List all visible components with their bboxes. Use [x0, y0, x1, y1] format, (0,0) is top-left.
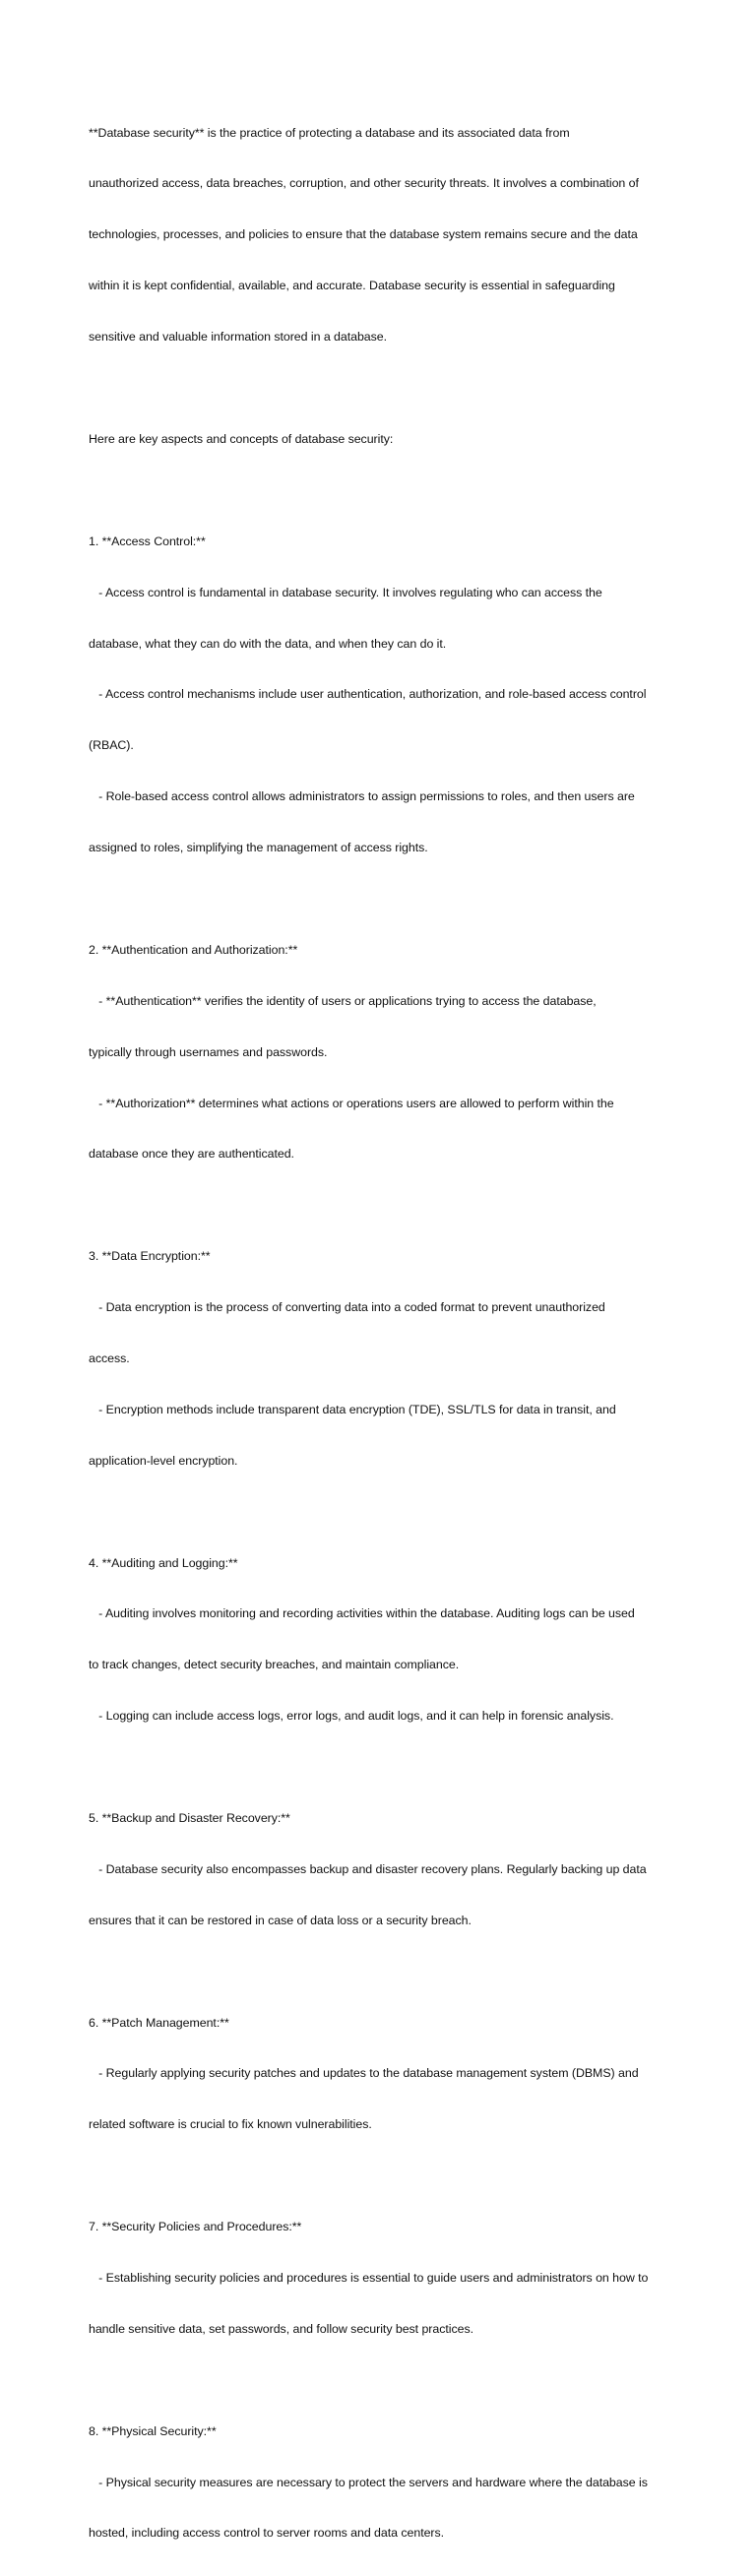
- section-line: to track changes, detect security breaches, and maintain compliance.: [89, 1658, 460, 1672]
- spacer: [89, 1759, 675, 1776]
- section-line: - Regularly applying security patches and updates to the database management system (DBMS) and: [89, 2066, 639, 2081]
- section-heading: 7. **Security Policies and Procedures:**: [89, 2220, 302, 2234]
- section-line: assigned to roles, simplifying the management of access rights.: [89, 841, 428, 855]
- section-line: application-level encryption.: [89, 1453, 238, 1468]
- section-heading: 6. **Patch Management:**: [89, 2015, 229, 2030]
- section-line: - Access control is fundamental in database security. It involves regulating who can access the: [89, 585, 602, 599]
- section-line: - Role-based access control allows administrators to assign permissions to roles, and then users are: [89, 789, 635, 804]
- section-line: - Establishing security policies and procedures is essential to guide users and administrators on how to: [89, 2271, 649, 2285]
- section-line: related software is crucial to fix known vulnerabilities.: [89, 2117, 372, 2132]
- section-line: database once they are authenticated.: [89, 1147, 294, 1162]
- section-line: hosted, including access control to server rooms and data centers.: [89, 2526, 445, 2541]
- section-line: database, what they can do with the data, and when they can do it.: [89, 636, 447, 651]
- section-heading: 2. **Authentication and Authorization:**: [89, 942, 298, 957]
- intro-line: within it is kept confidential, available, and accurate. Database security is essential in safeguarding: [89, 279, 615, 293]
- section-line: (RBAC).: [89, 738, 134, 753]
- spacer: [89, 2372, 675, 2389]
- section-heading: 5. **Backup and Disaster Recovery:**: [89, 1810, 290, 1825]
- spacer: [89, 380, 675, 397]
- intro-line: technologies, processes, and policies to ensure that the database system remains secure and the data: [89, 227, 638, 242]
- section-line: - Auditing involves monitoring and recording activities within the database. Auditing logs can be used: [89, 1606, 635, 1621]
- intro-line: **Database security** is the practice of protecting a database and its associated data from: [89, 125, 570, 140]
- spacer: [89, 1964, 675, 1980]
- section-line: - **Authentication** verifies the identity of users or applications trying to access the database,: [89, 993, 597, 1008]
- section-heading: 4. **Auditing and Logging:**: [89, 1555, 238, 1570]
- section-heading: 8. **Physical Security:**: [89, 2423, 217, 2438]
- section-line: - Data encryption is the process of converting data into a coded format to prevent unauthorized: [89, 1300, 605, 1315]
- section-line: - Encryption methods include transparent data encryption (TDE), SSL/TLS for data in transit, and: [89, 1402, 616, 1416]
- section-security-policies: [89, 2185, 675, 2372]
- section-line: ensures that it can be restored in case of data loss or a security breach.: [89, 1913, 472, 1927]
- spacer: [89, 482, 675, 499]
- section-auditing-logging: [89, 1521, 675, 1759]
- intro-paragraph: [89, 91, 675, 380]
- lead-in-line: Here are key aspects and concepts of database security:: [89, 431, 394, 446]
- section-line: - Logging can include access logs, error logs, and audit logs, and it can help in forensic analysis.: [89, 1709, 614, 1724]
- spacer: [89, 891, 675, 908]
- section-line: access.: [89, 1351, 130, 1365]
- section-line: typically through usernames and passwords.: [89, 1044, 328, 1059]
- section-physical-security: [89, 2389, 675, 2576]
- section-patch-management: [89, 1980, 675, 2168]
- section-access-control: [89, 499, 675, 891]
- section-backup-recovery: [89, 1776, 675, 1963]
- spacer: [89, 1197, 675, 1214]
- document-body: [89, 91, 675, 2576]
- section-line: - Database security also encompasses backup and disaster recovery plans. Regularly backing up data: [89, 1861, 647, 1876]
- section-line: - **Authorization** determines what actions or operations users are allowed to perform within the: [89, 1096, 614, 1110]
- intro-line: sensitive and valuable information stored in a database.: [89, 330, 388, 345]
- section-line: - Physical security measures are necessary to protect the servers and hardware where the database is: [89, 2475, 648, 2489]
- section-data-encryption: [89, 1215, 675, 1504]
- intro-line: unauthorized access, data breaches, corruption, and other security threats. It involves a combination of: [89, 176, 639, 191]
- section-line: handle sensitive data, set passwords, and follow security best practices.: [89, 2321, 473, 2336]
- section-line: - Access control mechanisms include user authentication, authorization, and role-based access control: [89, 687, 647, 702]
- section-heading: 1. **Access Control:**: [89, 534, 206, 548]
- section-heading: 3. **Data Encryption:**: [89, 1249, 211, 1264]
- spacer: [89, 2168, 675, 2184]
- section-authentication-authorization: [89, 908, 675, 1197]
- spacer: [89, 1504, 675, 1521]
- lead-in-paragraph: [89, 397, 675, 481]
